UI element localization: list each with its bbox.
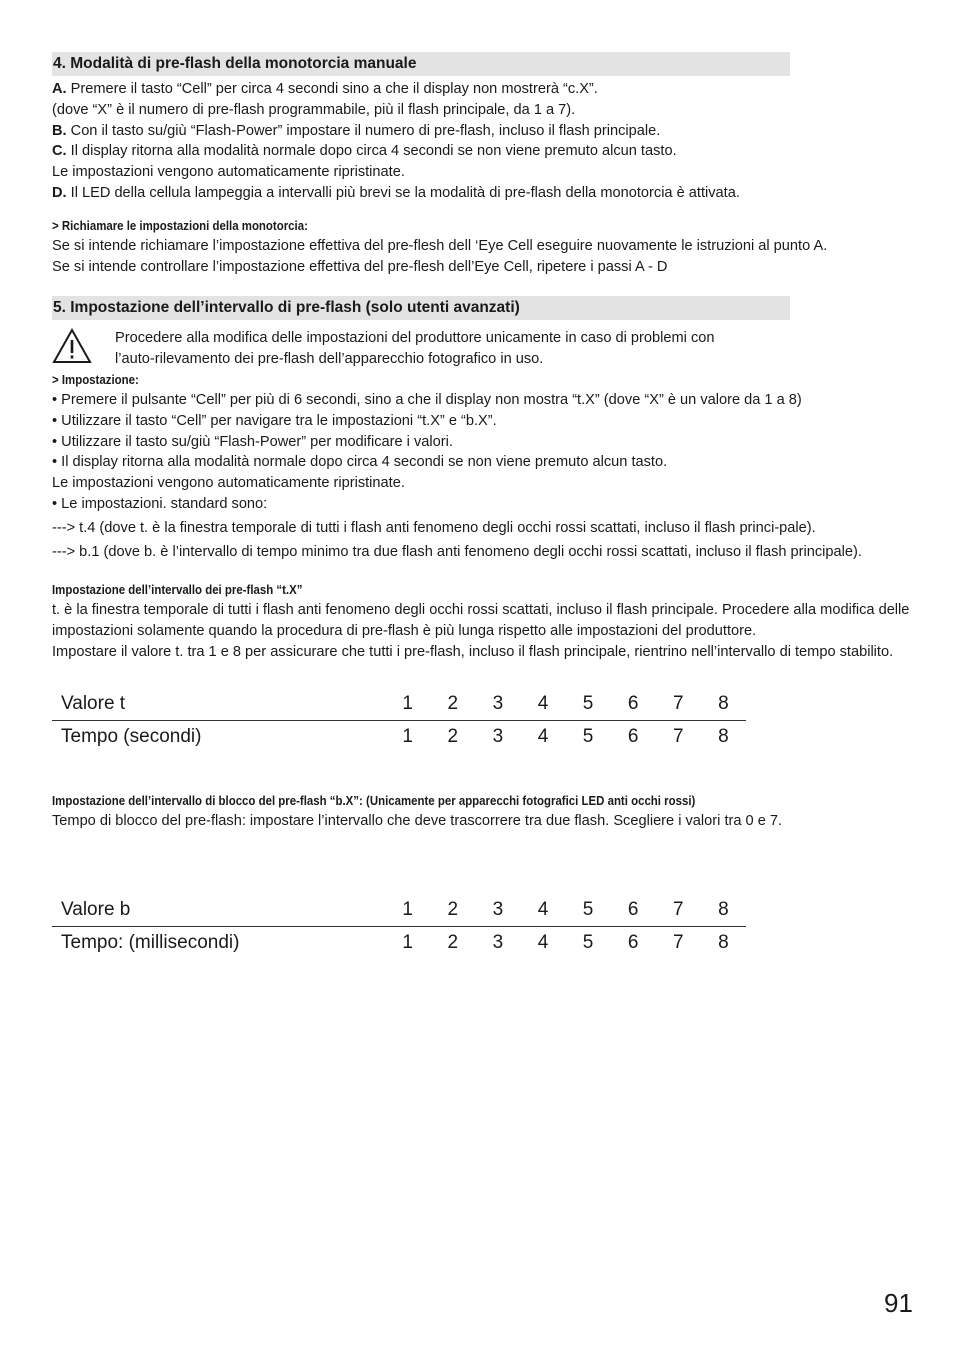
- setting-line-2: • Utilizzare il tasto “Cell” per navigare tra le impostazioni “t.X” e “b.X”.: [52, 412, 497, 429]
- bx-text: Tempo di blocco del pre-flash: impostare l’intervallo che deve trascorrere tra due flash. Scegliere i valori tra 0 e 7.: [52, 812, 783, 829]
- section-4-title: 4. Modalità di pre-flash della monotorcia manuale: [52, 52, 790, 76]
- table-cell: 5: [582, 725, 594, 747]
- step-d: D. Il LED della cellula lampeggia a intervalli più brevi se la modalità di pre-flash della monotorcia è attivata.: [52, 184, 740, 201]
- table-cell: 7: [656, 688, 701, 721]
- b-value-table: [52, 894, 746, 959]
- table-cell: 1: [385, 688, 430, 721]
- table-row: [52, 688, 746, 721]
- table-cell: 7: [672, 725, 684, 747]
- table-cell: 4: [520, 688, 565, 721]
- table-row: [52, 926, 746, 959]
- table-cell: 6: [611, 688, 656, 721]
- warning-triangle-icon: [52, 328, 92, 364]
- table-cell: 6: [627, 931, 639, 953]
- setting-line-1: • Premere il pulsante “Cell” per più di 6 secondi, sino a che il display non mostra “t.X” (dove “X” è un valore da 1 a 8): [52, 391, 802, 408]
- table-cell: 1: [385, 894, 430, 927]
- table-cell: 8: [701, 894, 746, 927]
- warning-line-2: l’auto-rilevamento dei pre-flash dell’apparecchio fotografico in uso.: [115, 351, 544, 368]
- table-cell: 8: [701, 688, 746, 721]
- table-cell: 6: [611, 894, 656, 927]
- table-cell: 7: [672, 931, 684, 953]
- recall-line-2: Se si intende controllare l’impostazione effettiva del pre-flesh dell’Eye Cell, ripetere i passi A - D: [52, 258, 668, 275]
- table-cell: 2: [447, 725, 459, 747]
- table-row: [52, 720, 746, 753]
- row-label: Valore b: [52, 894, 385, 927]
- section-4-steps: [52, 79, 912, 204]
- section-5-title: 5. Impostazione dell’intervallo di pre-flash (solo utenti avanzati): [52, 296, 790, 320]
- setting-line-6: • Le impostazioni. standard sono:: [52, 495, 268, 512]
- table-row: [52, 894, 746, 927]
- step-a: A. Premere il tasto “Cell” per circa 4 secondi sino a che il display non mostrerà “c.X”.: [52, 81, 598, 97]
- step-c: C. Il display ritorna alla modalità normale dopo circa 4 secondi se non viene premuto alcun tasto.: [52, 143, 677, 160]
- recall-line-1: Se si intende richiamare l’impostazione effettiva del pre-flesh dell ‘Eye Cell eseguire nuovamente le istruzioni al punto A.: [52, 237, 828, 254]
- setting-heading: > Impostazione:: [52, 371, 139, 387]
- page-content: [52, 52, 912, 959]
- table-cell: 1: [402, 725, 413, 747]
- row-label: Tempo: (millisecondi): [61, 931, 240, 953]
- default-t: ---> t.4 (dove t. è la finestra temporale di tutti i flash anti fenomeno degli occhi rossi scattati, incluso il flash princi-pale).: [52, 519, 816, 536]
- table-cell: 6: [627, 725, 639, 747]
- warning-block: [52, 328, 912, 370]
- table-cell: 5: [566, 894, 611, 927]
- table-cell: 5: [582, 931, 594, 953]
- table-cell: 8: [718, 725, 729, 747]
- row-label: Tempo (secondi): [61, 725, 202, 747]
- table-cell: 8: [718, 931, 729, 953]
- table-cell: 1: [402, 931, 413, 953]
- step-c-note: Le impostazioni vengono automaticamente ripristinate.: [52, 164, 405, 181]
- table-cell: 2: [447, 931, 459, 953]
- table-cell: 2: [430, 894, 475, 927]
- table-cell: 4: [537, 725, 549, 747]
- table-cell: 2: [430, 688, 475, 721]
- t-value-table: [52, 688, 746, 753]
- setting-line-4: • Il display ritorna alla modalità normale dopo circa 4 secondi se non viene premuto alcun tasto.: [52, 454, 668, 471]
- setting-line-5: Le impostazioni vengono automaticamente ripristinate.: [52, 475, 405, 492]
- warning-line-1: Procedere alla modifica delle impostazioni del produttore unicamente in caso di problemi con: [115, 330, 715, 347]
- table-cell: 5: [566, 688, 611, 721]
- table-cell: 3: [475, 688, 520, 721]
- recall-heading: > Richiamare le impostazioni della monotorcia:: [52, 217, 308, 233]
- table-cell: 7: [656, 894, 701, 927]
- tx-text-2: Impostare il valore t. tra 1 e 8 per assicurare che tutti i pre-flash, incluso il flash principale, rientrino nell’intervallo di tempo stabilito.: [52, 643, 894, 660]
- page-number: 91: [884, 1288, 913, 1318]
- table-cell: 4: [520, 894, 565, 927]
- table-cell: 3: [475, 894, 520, 927]
- table-cell: 4: [537, 931, 549, 953]
- step-b: B. Con il tasto su/giù “Flash-Power” impostare il numero di pre-flash, incluso il flash principale.: [52, 122, 661, 139]
- bx-heading: Impostazione dell’intervallo di blocco del pre-flash “b.X”: (Unicamente per apparecchi fotografici LED anti occhi rossi): [52, 792, 696, 808]
- setting-line-3: • Utilizzare il tasto su/giù “Flash-Power” per modificare i valori.: [52, 433, 453, 450]
- default-b: ---> b.1 (dove b. è l’intervallo di tempo minimo tra due flash anti fenomeno degli occhi rossi scattati, incluso il flash principale).: [52, 543, 862, 560]
- step-a-note: (dove “X” è il numero di pre-flash programmabile, più il flash principale, da 1 a 7).: [52, 101, 576, 118]
- table-cell: 3: [492, 725, 504, 747]
- tx-text-1: t. è la finestra temporale di tutti i flash anti fenomeno degli occhi rossi scattati, incluso il flash principale. Procedere alla modifica delle impostazioni solamente quando la procedura di pre-flash è più lunga rispetto alle impostazioni del produttore.: [52, 602, 910, 640]
- row-label: Valore t: [52, 688, 385, 721]
- table-cell: 3: [492, 931, 504, 953]
- tx-heading: Impostazione dell’intervallo dei pre-flash “t.X”: [52, 582, 303, 598]
